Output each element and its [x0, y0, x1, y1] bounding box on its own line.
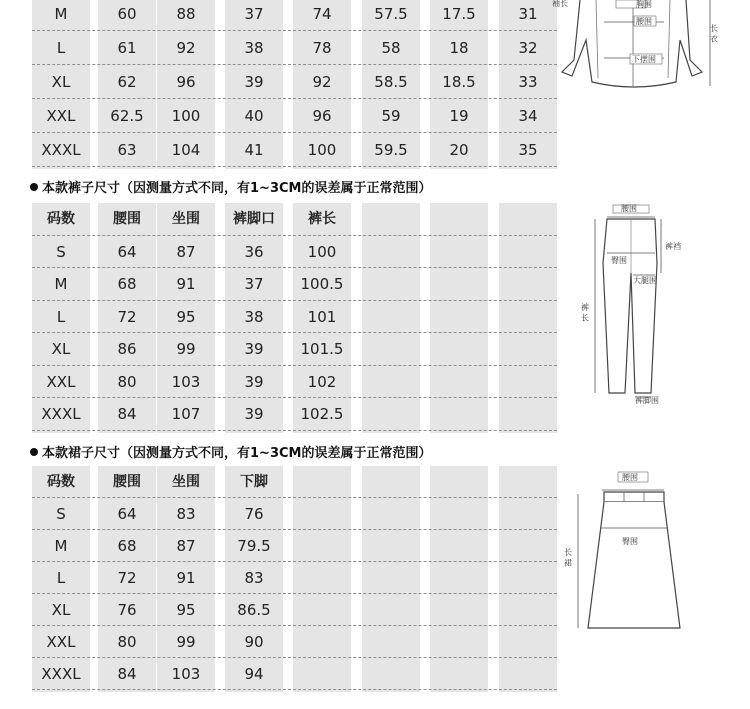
table-header-cell: 坐围: [172, 211, 200, 227]
rise-label: 裤裆: [665, 242, 681, 251]
column-background: [362, 466, 420, 692]
table-cell: L: [56, 307, 66, 326]
table-cell: 39: [244, 372, 264, 391]
table-cell: 107: [171, 405, 201, 423]
table-cell: 17.5: [442, 5, 476, 23]
table-cell: 18.5: [442, 73, 476, 91]
table-cell: 20: [449, 141, 469, 159]
table-cell: XXL: [46, 633, 76, 651]
skirt-length-label: 长 裙: [563, 548, 573, 567]
table-cell: 58.5: [374, 73, 408, 91]
table-header-cell: 裤长: [308, 211, 336, 227]
table-cell: 68: [117, 537, 137, 555]
table-cell: 39: [244, 405, 264, 423]
table-header-cell: 裤脚口: [233, 211, 275, 227]
table-cell: 92: [176, 39, 196, 57]
table-header-cell: 码数: [47, 474, 75, 490]
bullet-icon: [30, 448, 38, 456]
table-cell: 91: [176, 275, 196, 293]
table-cell: 84: [117, 665, 137, 683]
shirt-diagram: [552, 0, 742, 90]
table-cell: 60: [117, 5, 137, 23]
table-cell: 19: [449, 107, 469, 125]
table-cell: M: [54, 537, 68, 555]
table-cell: 103: [171, 665, 201, 683]
table-cell: XXXL: [41, 141, 81, 159]
table-cell: XXXL: [41, 665, 81, 683]
length-label: 长 衣: [709, 24, 719, 43]
column-background: [499, 466, 557, 692]
table-cell: 38: [244, 39, 264, 57]
table-cell: 38: [244, 307, 264, 326]
table-cell: 86.5: [237, 601, 271, 619]
table-cell: XL: [51, 601, 71, 619]
row-divider: [32, 689, 557, 690]
row-divider: [32, 430, 557, 431]
table-cell: 88: [176, 5, 196, 23]
table-cell: 68: [117, 275, 137, 293]
skirt-size-section: [0, 466, 750, 695]
column-background: [430, 203, 488, 433]
thigh-label: 大腿围: [633, 276, 657, 285]
table-cell: 33: [518, 73, 538, 91]
table-cell: 72: [117, 569, 137, 587]
table-cell: 102.5: [300, 405, 344, 423]
table-cell: 95: [176, 601, 196, 619]
skirt-diagram: [563, 468, 688, 638]
skirt-title-text: 本款裙子尺寸（因测量方式不同，有1~3CM的误差属于正常范围）: [42, 446, 432, 461]
table-cell: XXXL: [41, 405, 81, 423]
table-cell: 61: [117, 39, 137, 57]
table-cell: 86: [117, 340, 137, 358]
column-background: [293, 466, 351, 692]
pants-size-section: [0, 203, 750, 432]
pants-title-text: 本款裤子尺寸（因测量方式不同，有1~3CM的误差属于正常范围）: [42, 181, 432, 196]
pants-size-title: [30, 177, 431, 196]
table-cell: 62.5: [110, 107, 144, 125]
table-cell: 76: [244, 505, 264, 523]
table-cell: 91: [176, 569, 196, 587]
bullet-icon: [30, 183, 38, 191]
table-cell: 36: [244, 242, 264, 261]
table-cell: 32: [518, 39, 538, 57]
column-background: [430, 466, 488, 692]
table-cell: 99: [176, 340, 196, 358]
table-cell: 59: [381, 107, 401, 125]
table-cell: 40: [244, 107, 264, 125]
table-cell: 100: [171, 107, 201, 125]
table-cell: 101.5: [300, 340, 344, 358]
skirt-waist-label: 腰围: [622, 473, 638, 482]
hem-label: 下摆围: [632, 55, 656, 64]
pants-hip-label: 臀围: [611, 256, 627, 265]
row-divider: [32, 166, 557, 167]
table-cell: L: [56, 39, 66, 57]
table-cell: 96: [312, 107, 332, 125]
table-cell: 92: [312, 73, 332, 91]
column-background: [499, 203, 557, 433]
column-background: [362, 203, 420, 433]
table-cell: 59.5: [374, 141, 408, 159]
table-cell: 64: [117, 242, 137, 261]
chest-label: 胸围: [636, 0, 652, 9]
table-cell: 100: [307, 242, 337, 261]
table-cell: 72: [117, 307, 137, 326]
table-cell: 58: [381, 39, 401, 57]
table-cell: 94: [244, 665, 264, 683]
table-header-cell: 腰围: [113, 474, 141, 490]
skirt-hip-label: 臀围: [622, 537, 638, 546]
table-cell: 34: [518, 107, 538, 125]
table-cell: 35: [518, 141, 538, 159]
table-cell: 103: [171, 372, 201, 391]
table-cell: XXL: [46, 372, 76, 391]
table-cell: 39: [244, 340, 264, 358]
table-header-cell: 码数: [47, 211, 75, 227]
table-cell: 102: [307, 372, 337, 391]
table-cell: 76: [117, 601, 137, 619]
table-cell: 101: [307, 307, 337, 326]
skirt-size-title: [30, 442, 431, 461]
table-cell: 37: [244, 275, 264, 293]
pants-diagram: [580, 203, 685, 405]
table-cell: 83: [244, 569, 264, 587]
table-cell: 80: [117, 633, 137, 651]
table-cell: 80: [117, 372, 137, 391]
table-cell: 18: [449, 39, 469, 57]
table-cell: 96: [176, 73, 196, 91]
table-cell: 87: [176, 242, 196, 261]
table-cell: 57.5: [374, 5, 408, 23]
waist-label: 腰围: [636, 17, 652, 26]
table-cell: 83: [176, 505, 196, 523]
table-cell: 87: [176, 537, 196, 555]
table-cell: 100.5: [300, 275, 344, 293]
table-cell: 39: [244, 73, 264, 91]
table-cell: 64: [117, 505, 137, 523]
table-cell: 84: [117, 405, 137, 423]
table-cell: S: [56, 242, 66, 261]
table-cell: 37: [244, 5, 264, 23]
table-cell: L: [56, 569, 66, 587]
table-cell: 90: [244, 633, 264, 651]
tops-size-section: [0, 0, 750, 165]
table-cell: S: [56, 505, 66, 523]
table-cell: 100: [307, 141, 337, 159]
table-cell: M: [54, 5, 68, 23]
table-cell: 74: [312, 5, 332, 23]
table-cell: 31: [518, 5, 538, 23]
table-cell: 99: [176, 633, 196, 651]
table-header-cell: 下脚: [240, 474, 268, 490]
table-cell: 41: [244, 141, 264, 159]
table-cell: M: [54, 275, 68, 293]
table-cell: XL: [51, 73, 71, 91]
pants-hem-label: 裤脚围: [635, 396, 659, 405]
table-cell: 78: [312, 39, 332, 57]
table-cell: XL: [51, 340, 71, 358]
pants-length-label: 裤 长: [580, 303, 590, 322]
sleeve-label: 袖长: [552, 0, 568, 8]
pants-waist-label: 腰围: [621, 204, 637, 213]
table-cell: 79.5: [237, 537, 271, 555]
table-cell: 63: [117, 141, 137, 159]
table-header-cell: 腰围: [113, 211, 141, 227]
table-cell: 95: [176, 307, 196, 326]
table-header-cell: 坐围: [172, 474, 200, 490]
table-cell: XXL: [46, 107, 76, 125]
table-cell: 104: [171, 141, 201, 159]
table-cell: 62: [117, 73, 137, 91]
